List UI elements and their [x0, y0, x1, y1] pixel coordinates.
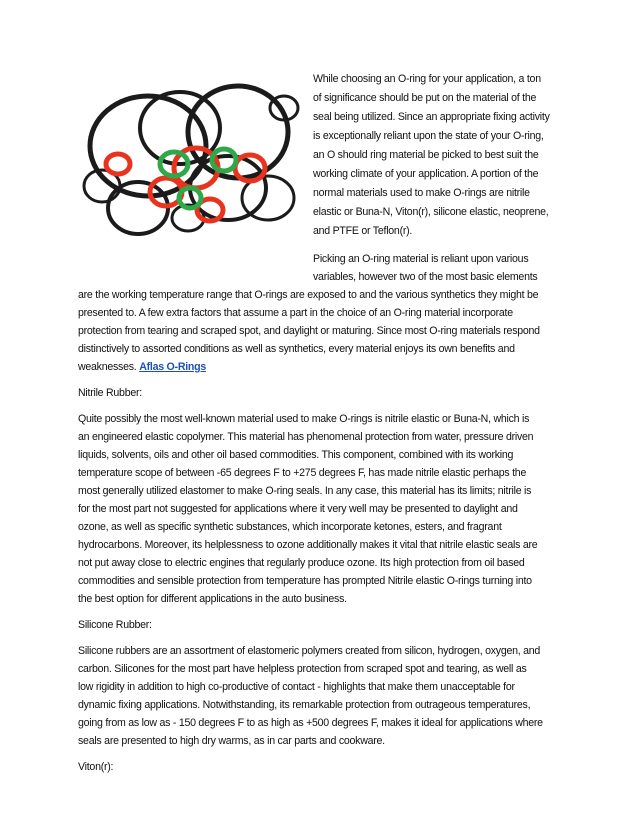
text-line: presented to. A few extra factors that assume a part in the choice of an O-ring material incorporate — [78, 307, 513, 319]
text-line: carbon. Silicones for the most part have helpless protection from scraped spot and tearing, as well as — [78, 663, 527, 675]
red-ring-5 — [106, 154, 130, 174]
text-line: dynamic fixing applications. Notwithstanding, its remarkable protection from outrageous temperatures, — [78, 699, 531, 711]
text-line: seal being utilized. Since an appropriate fixing activity — [313, 111, 550, 123]
text-line: and PTFE or Teflon(r). — [313, 225, 413, 237]
aflas-o-rings-link[interactable]: Aflas O-Rings — [139, 361, 206, 373]
text-line: normal materials used to make O-rings are nitrile — [313, 187, 530, 199]
text-line: are the working temperature range that O-rings are exposed to and the various synthetics they might be — [78, 289, 539, 301]
text-line: temperature scope of between -65 degrees F to +275 degrees F, has made nitrile elastic perhaps the — [78, 467, 527, 479]
text-line: working climate of your application. A portion of the — [313, 168, 539, 180]
o-rings-illustration — [78, 68, 304, 246]
text-fragment: weaknesses. — [78, 361, 137, 373]
section-heading-viton: Viton(r): — [78, 761, 114, 773]
o-rings-photo — [78, 68, 304, 246]
text-line: seals are presented to high dry warms, as in car parts and cookware. — [78, 735, 385, 747]
text-line: Silicone rubbers are an assortment of elastomeric polymers created from silicon, hydrogen, oxygen, and — [78, 645, 541, 657]
text-line: low rigidity in addition to high co-productive of contact - highlights that make them unacceptable for — [78, 681, 515, 693]
text-line: protection from tearing and scraped spot, and daylight or maturing. Since most O-ring materials respond — [78, 325, 540, 337]
black-ring-small — [108, 182, 168, 234]
text-line: hydrocarbons. Moreover, its helplessness to ozone additionally makes it vital that nitrile elastic seals are — [78, 539, 538, 551]
text-line: an O should ring material be picked to best suit the — [313, 149, 539, 161]
text-line: of significance should be put on the material of the — [313, 92, 537, 104]
text-line: liquids, solvents, oils and other oil based commodities. This component, combined with its working — [78, 449, 514, 461]
section-heading-nitrile: Nitrile Rubber: — [78, 387, 142, 399]
section-heading-silicone: Silicone Rubber: — [78, 619, 152, 631]
text-line: elastic or Buna-N, Viton(r), silicone elastic, neoprene, — [313, 206, 549, 218]
text-line: going from as low as - 150 degrees F to as high as +500 degrees F, makes it ideal for applications where — [78, 717, 543, 729]
text-line: most generally utilized elastomer to make O-ring seals. In any case, this material has its limits; nitrile is — [78, 485, 532, 497]
text-line: variables, however two of the most basic elements — [313, 271, 538, 283]
text-line: Quite possibly the most well-known material used to make O-rings is nitrile elastic or Buna-N, which is — [78, 413, 530, 425]
text-line: ozone, as well as specific synthetic substances, which incorporate ketones, esters, and fragrant — [78, 521, 502, 533]
text-line-with-link — [78, 360, 206, 374]
text-line: is exceptionally reliant upon the state of your O-ring, — [313, 130, 544, 142]
text-line: an engineered elastic copolymer. This material has phenomenal protection from water, pressure driven — [78, 431, 534, 443]
text-line: distinctively to assorted conditions as well as synthetics, every material enjoys its own benefits and — [78, 343, 515, 355]
text-line: commodities and sensible protection from temperature has prompted Nitrile elastic O-rings turning into — [78, 575, 532, 587]
text-line: the best option for different applications in the auto business. — [78, 593, 347, 605]
text-line: for the most part not suggested for applications where it very well may be presented to daylight and — [78, 503, 518, 515]
text-line: While choosing an O-ring for your application, a ton — [313, 73, 541, 85]
text-line: Picking an O-ring material is reliant upon various — [313, 253, 529, 265]
text-line: not put away close to electric engines that regularly produce ozone. Its high protection from oil based — [78, 557, 525, 569]
